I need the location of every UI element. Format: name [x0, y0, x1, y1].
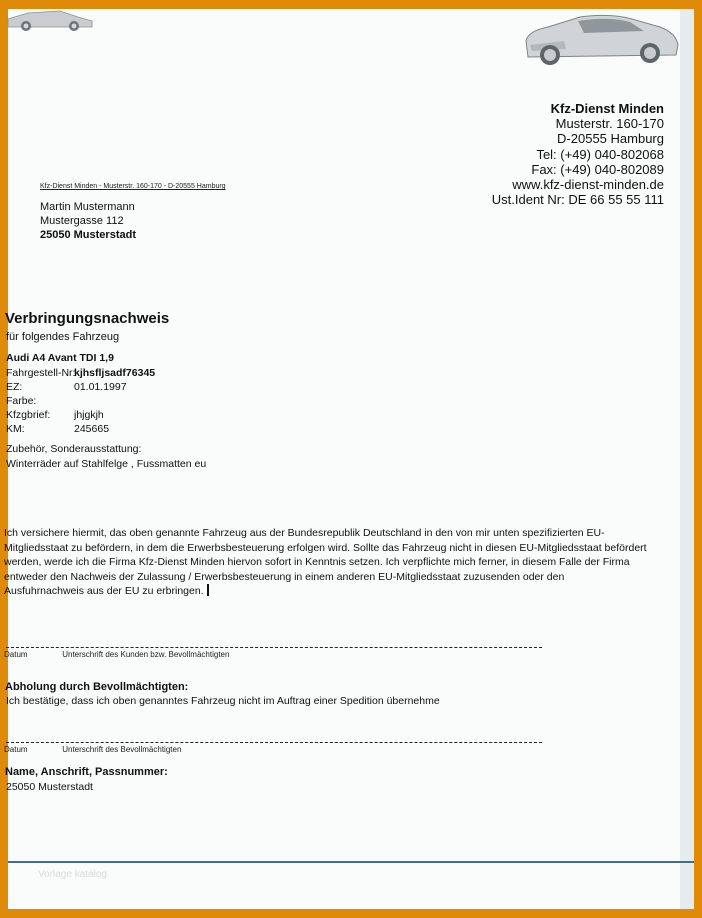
- text-cursor: [207, 584, 209, 596]
- fact-label: EZ:: [6, 381, 23, 393]
- fact-value: 245665: [74, 423, 110, 435]
- identity-value: 25050 Musterstadt: [6, 781, 93, 793]
- sender-tax-id: Ust.Ident Nr: DE 66 55 55 111: [491, 192, 664, 208]
- car-illustration-left: [8, 9, 94, 31]
- fact-value: kjhsfljsadf76345: [74, 367, 156, 379]
- signature-labels-agent: [4, 745, 181, 754]
- fact-label: KM:: [6, 423, 25, 435]
- declaration-line: entweder den Nachweis der Zulassung / Erwerbsbesteuerung in einem anderen EU-Mitgliedsstaat zuzusenden oder den: [4, 570, 565, 583]
- declaration-line: Mitgliedsstaat zu befördern, in dem die Erwerbsbesteuerung erfolgen wird. Sollte das Fahrzeug nicht in diesen EU-Mitgliedsstaat befördert: [4, 541, 647, 554]
- document-title: Verbringungsnachweis: [5, 310, 170, 327]
- fact-row: [6, 380, 155, 394]
- date-label: Datum: [4, 745, 28, 754]
- fact-row: [6, 366, 155, 380]
- return-address-line: Kfz-Dienst Minden - Musterstr. 160-170 - D-20555 Hamburg: [40, 183, 226, 190]
- recipient-name: Martin Mustermann: [40, 201, 135, 213]
- signature-label: Unterschrift des Kunden bzw. Bevollmächtigten: [62, 650, 230, 659]
- accessories-block: [6, 442, 206, 471]
- sender-address: [492, 101, 664, 207]
- watermark: Vorlage katalog: [38, 869, 107, 880]
- identity-heading: Name, Anschrift, Passnummer:: [5, 766, 168, 778]
- fact-row: [6, 394, 155, 408]
- fact-row: [6, 422, 155, 436]
- declaration-line: werden, werde ich die Firma Kfz-Dienst Minden hiervon sofort in Kenntnis setzen. Ich verpflichte mich ferner, in diesem Falle der Firma: [4, 556, 630, 568]
- sender-fax: Fax: (+49) 040-802089: [531, 161, 664, 177]
- signature-label: Unterschrift des Bevollmächtigten: [62, 745, 182, 754]
- letter-page: [4, 9, 680, 909]
- fact-label: Farbe:: [6, 395, 37, 407]
- date-label: Datum: [4, 650, 28, 659]
- car-illustration-right: [520, 11, 680, 67]
- vehicle-model: Audi A4 Avant TDI 1,9: [6, 352, 114, 364]
- accessories-label: Zubehör, Sonderausstattung:: [6, 443, 142, 455]
- sender-postal-city: D-20555 Hamburg: [557, 131, 664, 147]
- signature-labels-customer: [4, 650, 229, 659]
- declaration-line: Ich versichere hiermit, das oben genannte Fahrzeug aus der Bundesrepublik Deutschland in den von mir unten spezifizierten EU-: [4, 527, 605, 539]
- vehicle-facts: [6, 366, 155, 436]
- fact-label: Kfzgbrief:: [6, 409, 51, 421]
- document-frame: [4, 9, 694, 909]
- fact-row: [6, 408, 155, 422]
- pickup-heading: Abholung durch Bevollmächtigten:: [5, 681, 189, 693]
- sender-company: Kfz-Dienst Minden: [550, 101, 664, 116]
- fact-label: Fahrgestell-Nr:: [6, 367, 76, 379]
- document-subtitle: für folgendes Fahrzeug: [6, 331, 120, 343]
- declaration-line-last: [4, 584, 654, 599]
- footer-rule: [8, 861, 694, 863]
- page-edge-strip: [680, 9, 694, 909]
- recipient-city: 25050 Musterstadt: [40, 229, 136, 241]
- accessories-value: Winterräder auf Stahlfelge , Fussmatten eu: [6, 457, 207, 470]
- recipient-street: Mustergasse 112: [40, 215, 124, 227]
- declaration-paragraph: [4, 526, 654, 599]
- sender-website: www.kfz-dienst-minden.de: [512, 177, 664, 193]
- pickup-text: Ich bestätige, dass ich oben genanntes Fahrzeug nicht im Auftrag einer Spedition übernehme: [6, 695, 440, 707]
- declaration-line: Ausfuhrnachweis aus der EU zu erbringen.: [4, 585, 204, 597]
- signature-line-customer: [6, 647, 542, 648]
- sender-phone: Tel: (+49) 040-802068: [536, 146, 664, 162]
- fact-value: jhjgkjh: [74, 409, 104, 421]
- fact-value: 01.01.1997: [74, 381, 127, 393]
- signature-line-agent: [6, 742, 542, 743]
- recipient-address: [40, 200, 136, 242]
- sender-street: Musterstr. 160-170: [555, 116, 664, 132]
